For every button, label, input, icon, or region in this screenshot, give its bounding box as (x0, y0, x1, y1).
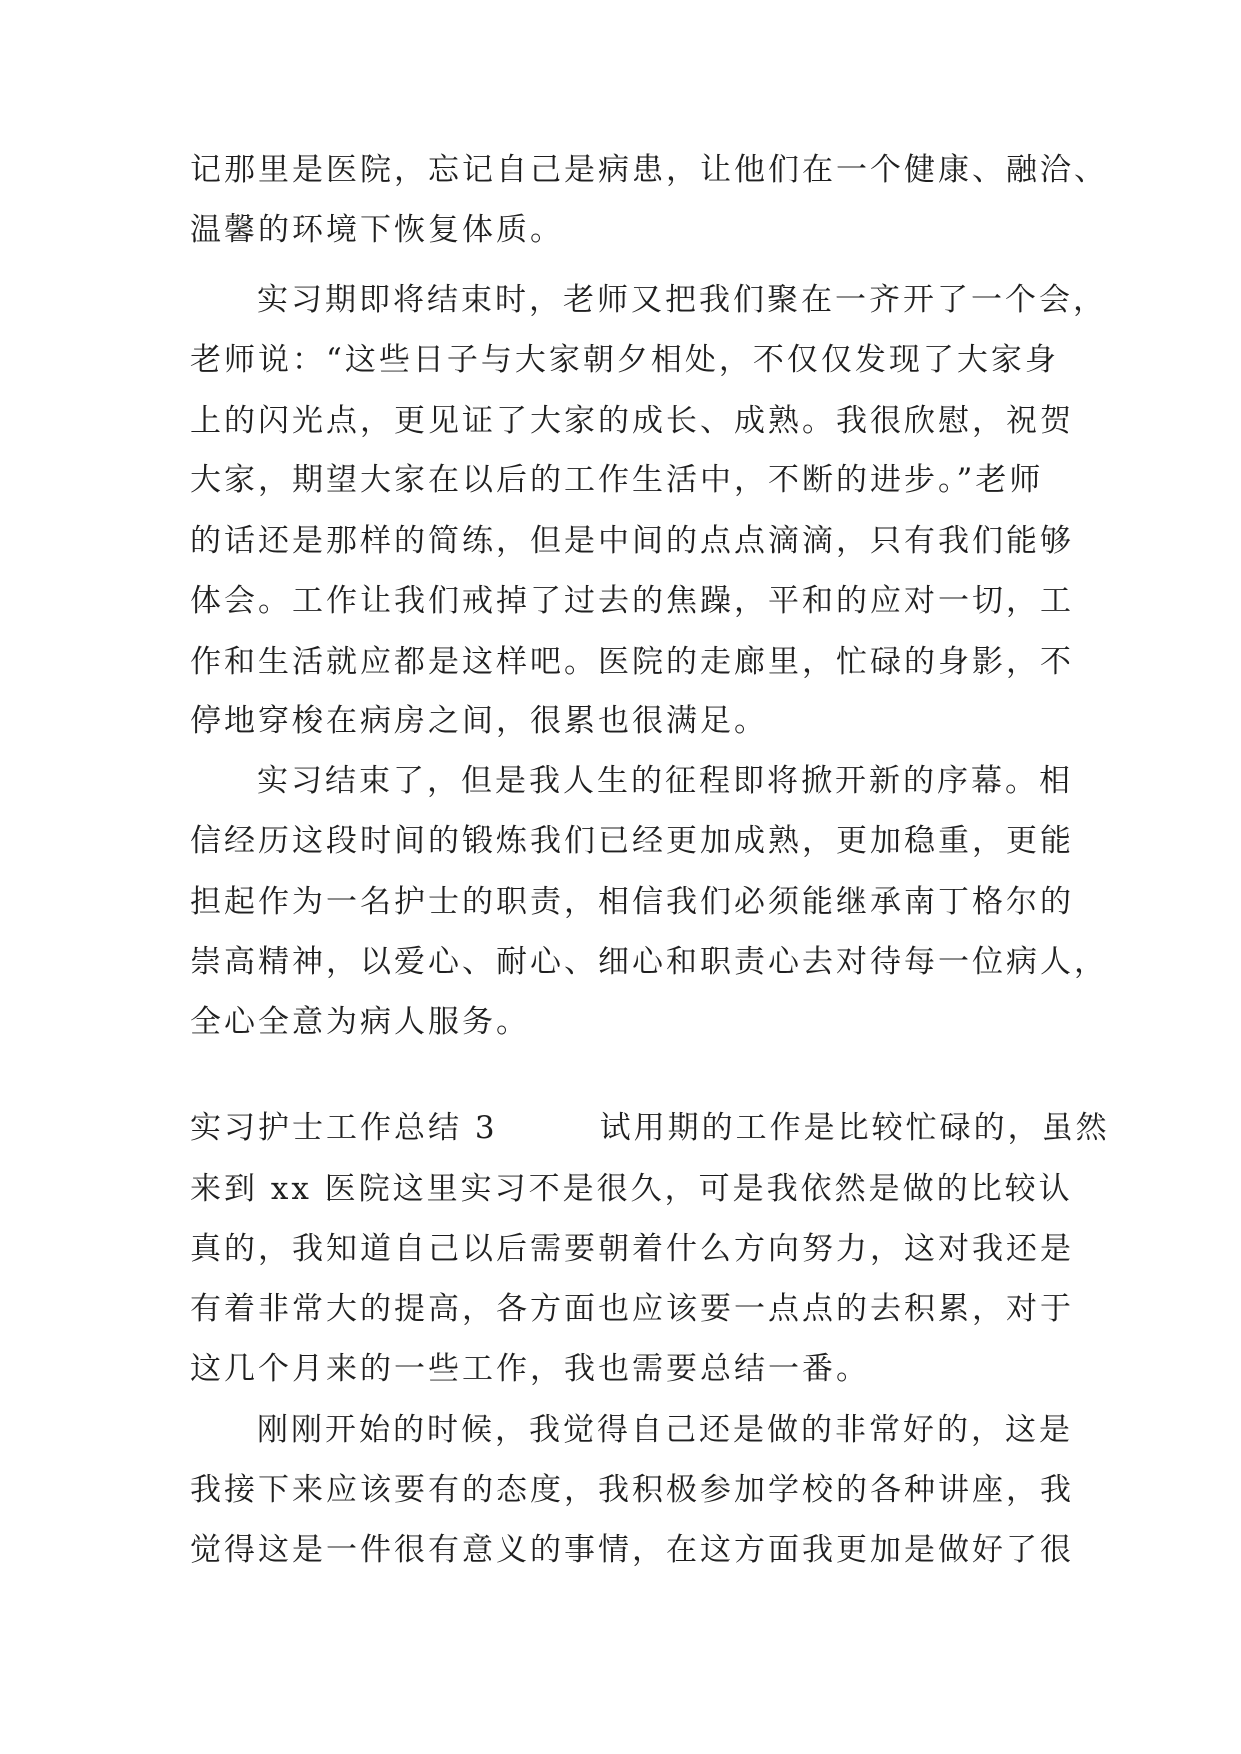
section-heading-line: 实习护士工作总结 3 试用期的工作是比较忙碌的，虽然 (190, 1110, 1110, 1146)
text-line: 作和生活就应都是这样吧。医院的走廊里，忙碌的身影，不 (190, 644, 1074, 680)
text-line: 崇高精神，以爱心、耐心、细心和职责心去对待每一位病人， (190, 944, 1108, 980)
text-line: 觉得这是一件很有意义的事情，在这方面我更加是做好了很 (190, 1532, 1074, 1568)
text-line: 我接下来应该要有的态度，我积极参加学校的各种讲座，我 (190, 1472, 1074, 1508)
text-line: 信经历这段时间的锻炼我们已经更加成熟，更加稳重，更能 (190, 823, 1074, 859)
text-line: 实习期即将结束时，老师又把我们聚在一齐开了一个会， (257, 282, 1107, 318)
text-line: 温馨的环境下恢复体质。 (190, 212, 564, 248)
text-line: 有着非常大的提高，各方面也应该要一点点的去积累，对于 (190, 1291, 1074, 1327)
text-line: 这几个月来的一些工作，我也需要总结一番。 (190, 1351, 870, 1387)
text-line: 担起作为一名护士的职责，相信我们必须能继承南丁格尔的 (190, 884, 1074, 920)
text-line: 记那里是医院，忘记自己是病患，让他们在一个健康、融洽、 (190, 152, 1108, 188)
text-line: 真的，我知道自己以后需要朝着什么方向努力，这对我还是 (190, 1231, 1074, 1267)
text-line: 上的闪光点，更见证了大家的成长、成熟。我很欣慰，祝贺 (190, 403, 1074, 439)
text-line: 的话还是那样的简练，但是中间的点点滴滴，只有我们能够 (190, 523, 1074, 559)
text-line: 停地穿梭在病房之间，很累也很满足。 (190, 703, 768, 739)
text-line: 大家，期望大家在以后的工作生活中，不断的进步。”老师 (190, 462, 1044, 498)
text-line: 全心全意为病人服务。 (190, 1004, 530, 1040)
text-line: 老师说：“这些日子与大家朝夕相处，不仅仅发现了大家身 (190, 342, 1059, 378)
text-line: 来到 xx 医院这里实习不是很久，可是我依然是做的比较认 (190, 1171, 1073, 1207)
text-line: 刚刚开始的时候，我觉得自己还是做的非常好的，这是 (257, 1412, 1073, 1448)
text-line: 体会。工作让我们戒掉了过去的焦躁，平和的应对一切，工 (190, 583, 1074, 619)
text-line: 实习结束了，但是我人生的征程即将掀开新的序幕。相 (257, 763, 1073, 799)
